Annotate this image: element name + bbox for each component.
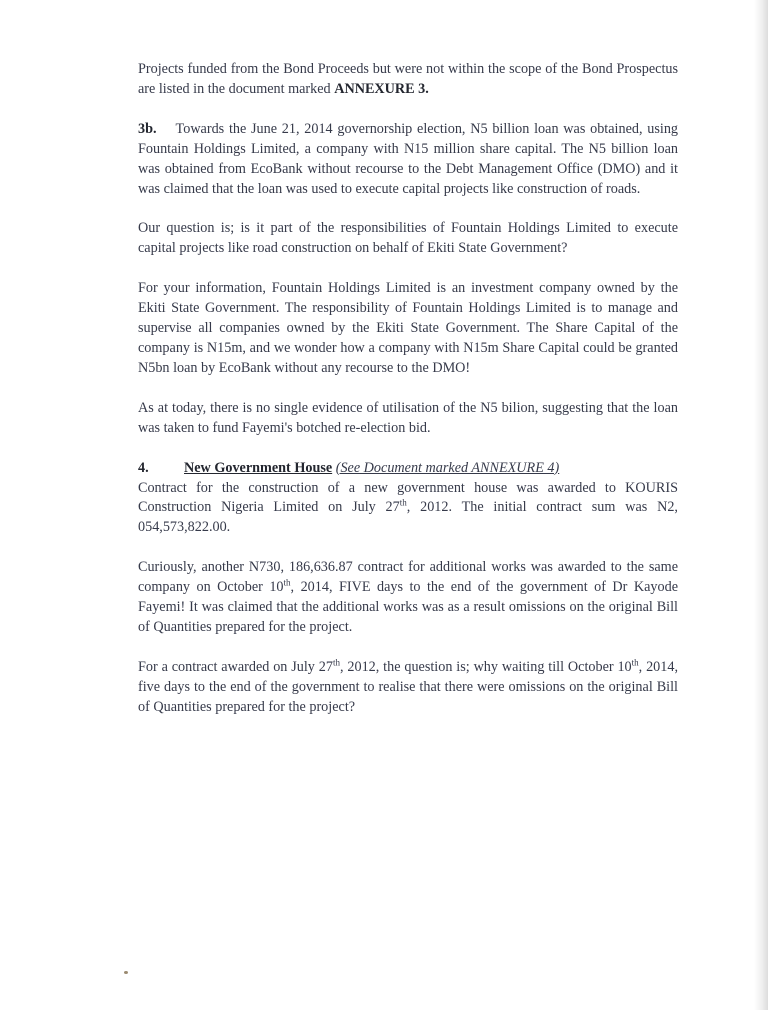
- paragraph-text: , 2014, five days to the end of the government to realise that there were omissions on the original Bill of Quantities prepared for the project?: [138, 658, 679, 715]
- paragraph-utilisation: As at today, there is no single evidence of utilisation of the N5 bilion, suggesting that the loan was taken to fund Fayemi's botched re-election bid.: [138, 399, 678, 436]
- superscript: th: [332, 657, 340, 668]
- paragraph-text: For a contract awarded on July 27: [138, 658, 333, 675]
- annexure-4-reference: (See Document marked ANNEXURE 4): [335, 459, 560, 476]
- page-edge-shadow: [754, 0, 768, 1010]
- document-page: [138, 60, 678, 738]
- superscript: th: [283, 577, 291, 588]
- superscript: th: [631, 657, 639, 668]
- paragraph-bond-projects: [138, 60, 678, 100]
- section-number: 4.: [138, 459, 149, 476]
- paragraph-text: , 2014, FIVE days to the end of the government of Dr Kayode Fayemi! It was claimed that the additional works was as a result omissions on the original Bill of Quantities prepared for the project.: [138, 579, 679, 635]
- paragraph-text: Contract for the construction of a new government house was awarded to KOURIS Construction Nigeria Limited on July 27: [138, 479, 678, 516]
- paragraph-fountain-info: For your information, Fountain Holdings Limited is an investment company owned by the Ekiti State Government. The responsibility of Fountain Holdings Limited is to manage and supervise all companies owned by the Ekiti State Government. The Share Capital of the company is N15m, and we wonder how a company with N15m Share Capital could be granted N5bn loan by EcoBank without any recourse to the DMO!: [138, 280, 678, 376]
- paragraph-text: , 2012. The initial contract sum was N2, 054,573,822.00.: [138, 499, 678, 536]
- item-label-3b: 3b.: [138, 120, 157, 137]
- paragraph-3b: [138, 120, 678, 200]
- paragraph-text: Towards the June 21, 2014 governorship election, N5 billion loan was obtained, using Fountain Holdings Limited, a company with N15 million share capital. The N5 billion loan was obtained from EcoBank without recourse to the Debt Management Office (DMO) and it was claimed that the loan was used to execute capital projects like construction of roads.: [138, 120, 679, 197]
- annexure-3-reference: ANNEXURE 3.: [334, 80, 429, 97]
- paragraph-question-fountain: Our question is; is it part of the responsibilities of Fountain Holdings Limited to execute capital projects like road construction on behalf of Ekiti State Government?: [138, 220, 678, 257]
- paragraph-contract-award: [138, 479, 678, 539]
- section-title: New Government House: [184, 459, 333, 476]
- superscript: th: [399, 497, 407, 508]
- paragraph-additional-works: [138, 558, 678, 638]
- paragraph-text: , 2012, the question is; why waiting till October 10: [339, 658, 632, 675]
- section-4-heading: [138, 459, 678, 479]
- paragraph-text: Curiously, another N730, 186,636.87 contract for additional works was awarded to the same company on October 10: [138, 559, 678, 596]
- scan-speck: [124, 971, 128, 974]
- paragraph-text: Projects funded from the Bond Proceeds but were not within the scope of the Bond Prospectus are listed in the document marked: [138, 61, 678, 97]
- paragraph-final-question: [138, 658, 678, 718]
